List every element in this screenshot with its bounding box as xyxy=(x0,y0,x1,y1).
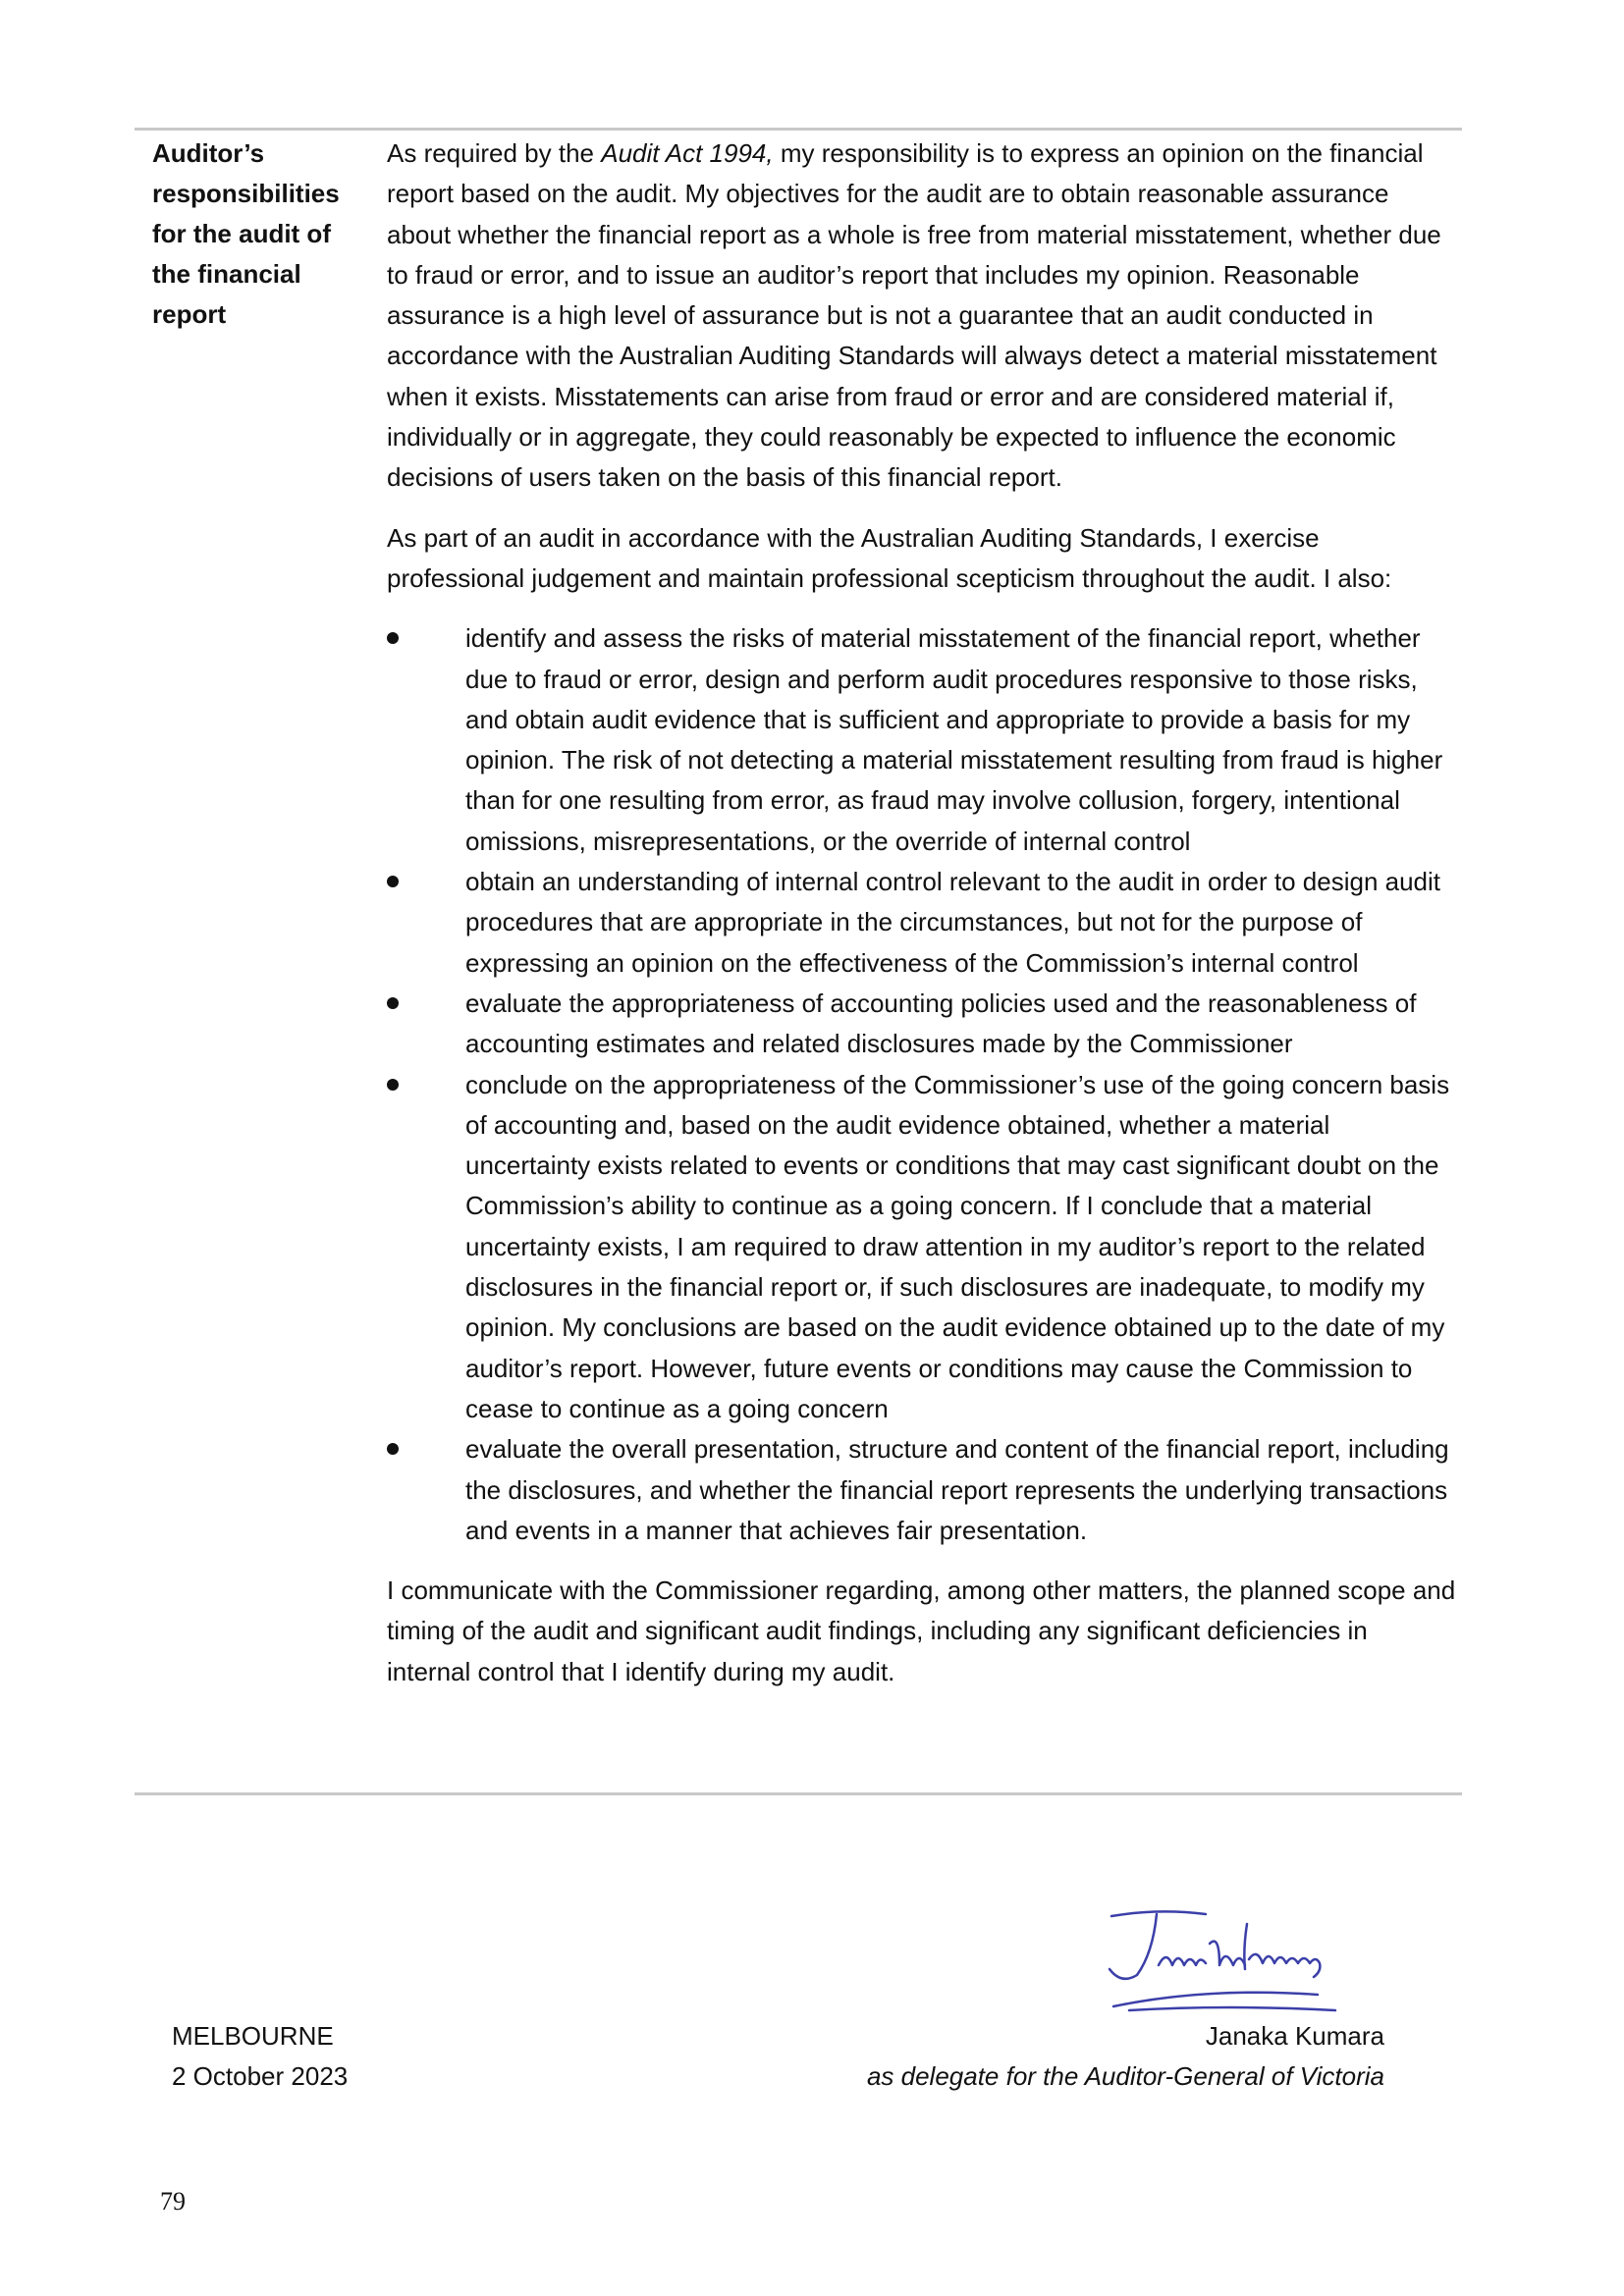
signatory-name: Janaka Kumara xyxy=(1205,2021,1384,2051)
paragraph-text: my responsibility is to express an opinion on the financial report based on the audit. My objectives for the audit are to obtain reasonable assurance about whether the financial report as a whole is free from material misstatement, whether due to fraud or error, and to issue an auditor’s report that includes my opinion. Reasonable assurance is a high level of assurance but is not a guarantee that an audit conducted in accordance with the Australian Auditing Standards will always detect a material misstatement when it exists. Misstatements can arise from fraud or error and are considered material if, individually or in aggregate, they could reasonably be expected to influence the economic decisions of users taken on the basis of this financial report. xyxy=(387,138,1441,493)
list-item xyxy=(387,862,1457,984)
signature-image xyxy=(1090,1904,1384,2022)
place-date xyxy=(172,2016,348,2097)
paragraph-audit-approach: As part of an audit in accordance with the Australian Auditing Standards, I exercise professional judgement and maintain professional scepticism throughout the audit. I also: xyxy=(387,522,1392,593)
list-item xyxy=(387,1065,1457,1430)
paragraph-communication: I communicate with the Commissioner regarding, among other matters, the planned scope and timing of the audit and significant audit findings, including any significant deficiencies in internal control that I identify during my audit. xyxy=(387,1575,1456,1686)
bottom-divider xyxy=(135,1792,1462,1795)
paragraph-text: As required by the xyxy=(387,138,602,168)
list-item-text: obtain an understanding of internal control relevant to the audit in order to design audit procedures that are appropriate in the circumstances, but not for the purpose of expressing an opinion on the effectiveness of the Commission’s internal control xyxy=(465,867,1441,978)
list-item-text: evaluate the appropriateness of accounting policies used and the reasonableness of accounting estimates and related disclosures made by the Commissioner xyxy=(465,988,1417,1059)
page-number: 79 xyxy=(160,2187,186,2216)
list-item-text: evaluate the overall presentation, structure and content of the financial report, including the disclosures, and whether the financial report represents the underlying transactions and events in a manner that achieves fair presentation. xyxy=(465,1434,1449,1545)
section-body xyxy=(387,133,1457,1712)
place: MELBOURNE xyxy=(172,2021,334,2051)
top-divider xyxy=(135,128,1462,131)
paragraph-responsibility xyxy=(387,133,1457,499)
list-item-text: conclude on the appropriateness of the Commissioner’s use of the going concern basis of accounting and, based on the audit evidence obtained, whether a material uncertainty exists related to events or conditions that may cast significant doubt on the Commission’s ability to continue as a going concern. If I conclude that a material uncertainty exists, I am required to draw attention in my auditor’s report to the related disclosures in the financial report or, if such disclosures are inadequate, to modify my opinion. My conclusions are based on the audit evidence obtained up to the date of my auditor’s report. However, future events or conditions may cause the Commission to cease to continue as a going concern xyxy=(465,1069,1450,1423)
list-item xyxy=(387,1429,1457,1551)
bullet-list xyxy=(387,618,1457,1551)
list-item xyxy=(387,618,1457,862)
signatory-block xyxy=(867,2016,1384,2097)
list-item-text: identify and assess the risks of material misstatement of the financial report, whether due to fraud or error, design and perform audit procedures responsive to those risks, and obtain audit evidence that is sufficient and appropriate to provide a basis for my opinion. The risk of not detecting a material misstatement resulting from fraud is higher than for one resulting from error, as fraud may involve collusion, forgery, intentional omissions, misrepresentations, or the override of internal control xyxy=(465,623,1443,856)
audit-act-reference: Audit Act 1994, xyxy=(601,138,774,168)
section-heading: Auditor’s responsibilities for the audit of the financial report xyxy=(152,138,340,329)
list-item xyxy=(387,984,1457,1065)
date: 2 October 2023 xyxy=(172,2061,349,2091)
signatory-role: as delegate for the Auditor-General of Victoria xyxy=(866,2061,1384,2091)
